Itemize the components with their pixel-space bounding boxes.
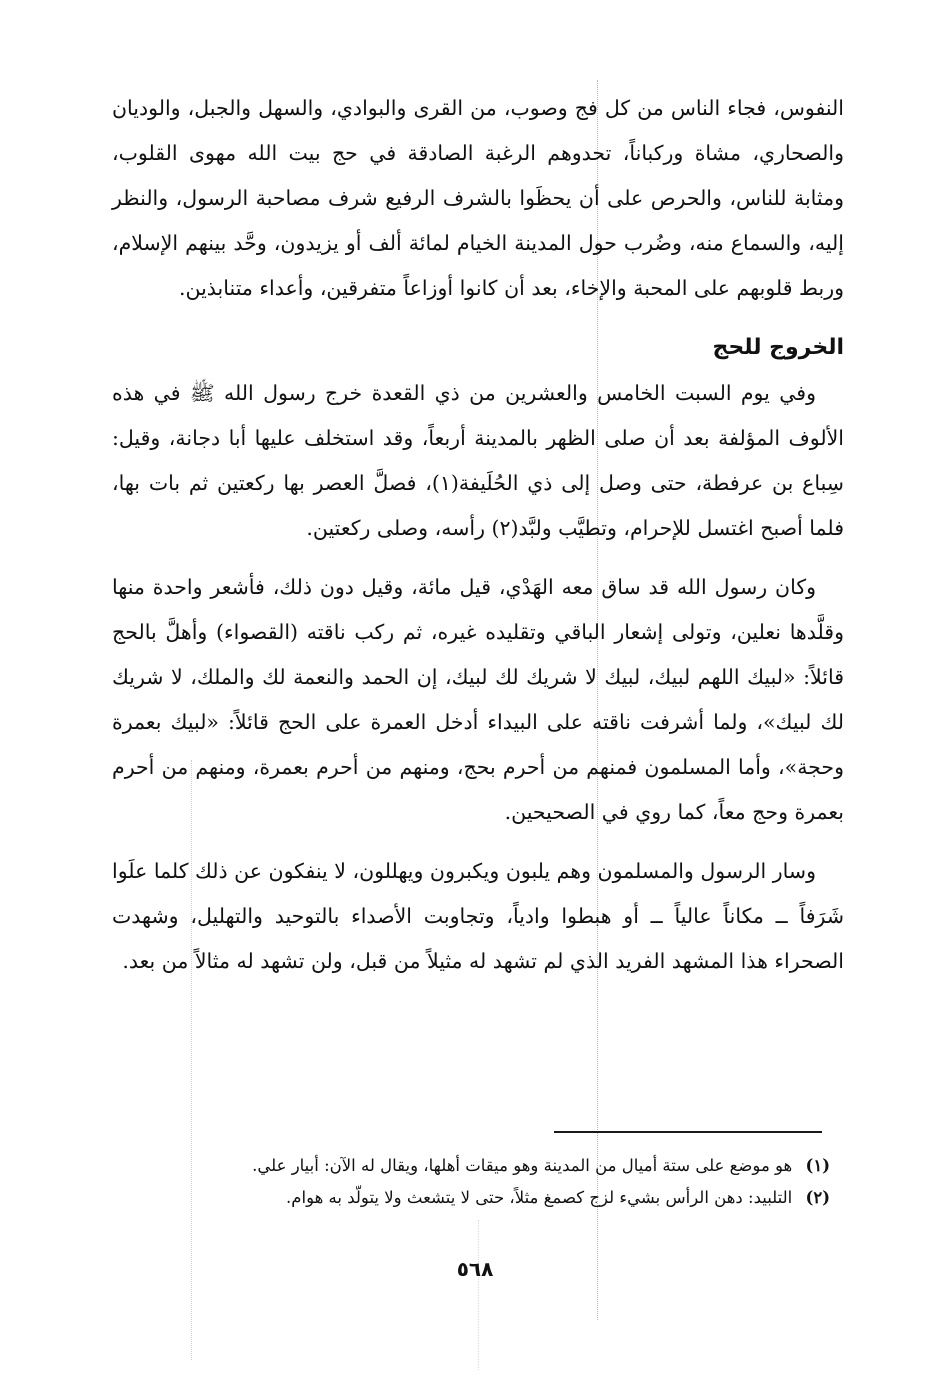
paragraph-4: وسار الرسول والمسلمون وهم يلبون ويكبرون ويهللون، لا ينفكون عن ذلك كلما علَوا شَرَفاً ــ مكاناً عالياً ــ أو هبطوا وادياً، وتجاوبت الأصداء بالتوحيد والتهليل، وشهدت الصحراء هذا المشهد الفريد الذي لم تشهد له مثيلاً من قبل، ولن تشهد له مثالاً من بعد. bbox=[112, 859, 844, 973]
paragraph-gap bbox=[112, 551, 844, 565]
paragraph-3: وكان رسول الله قد ساق معه الهَدْي، قيل مائة، وقيل دون ذلك، فأشعر واحدة منها وقلَّدها نعلين، وتولى إشعار الباقي وتقليده غيره، ثم ركب ناقته (القصواء) وأهلَّ بالحج قائلاً: «لبيك اللهم لبيك، لبيك لا شريك لك لبيك، إن الحمد والنعمة لك والملك، لا شريك لك لبيك»، ولما أشرفت ناقته على البيداء أدخل العمرة على الحج قائلاً: «لبيك بعمرة وحجة»، وأما المسلمون فمنهم من أحرم بحج، ومنهم من أحرم بعمرة، ومنهم من أحرم بعمرة وحج معاً، كما روي في الصحيحين. bbox=[112, 575, 844, 824]
footnote-marker: (٢) bbox=[805, 1188, 830, 1207]
page-number: ٥٦٨ bbox=[456, 1257, 494, 1281]
section-heading: الخروج للحج bbox=[712, 335, 844, 360]
scan-fold-line bbox=[478, 1220, 479, 1370]
main-text bbox=[112, 86, 844, 984]
paragraph-gap bbox=[112, 311, 844, 325]
footnote-text: التلبيد: دهن الرأس بشيء لزج كصمغ مثلاً، حتى لا يتشعث ولا يتولّد به هوام. bbox=[286, 1188, 793, 1207]
footnotes bbox=[140, 1150, 830, 1214]
paragraph-2: وفي يوم السبت الخامس والعشرين من ذي القعدة خرج رسول الله ﷺ في هذه الألوف المؤلفة بعد أن صلى الظهر بالمدينة أربعاً، وقد استخلف عليها أبا دجانة، وقيل: سِباع بن عرفطة، حتى وصل إلى ذي الحُلَيفة(١)، فصلَّ العصر بها ركعتين ثم بات بها، فلما أصبح اغتسل للإحرام، وتطيَّب ولبَّد(٢) رأسه، وصلى ركعتين. bbox=[112, 381, 844, 540]
footnote-2 bbox=[140, 1182, 830, 1214]
footnote-1 bbox=[140, 1150, 830, 1182]
footnote-marker: (١) bbox=[805, 1156, 830, 1175]
footnote-separator bbox=[554, 1131, 822, 1133]
paragraph-1: النفوس، فجاء الناس من كل فج وصوب، من القرى والبوادي، والسهل والجبل، والوديان والصحاري، مشاة وركباناً، تحدوهم الرغبة الصادقة في حج بيت الله مهوى القلوب، ومثابة للناس، والحرص على أن يحظَوا بالشرف الرفيع شرف مصاحبة الرسول، والنظر إليه، والسماع منه، وضُرب حول المدينة الخيام لمائة ألف أو يزيدون، وحَّد بينهم الإسلام، وربط قلوبهم على المحبة والإخاء، بعد أن كانوا أوزاعاً متفرقين، وأعداء متنابذين. bbox=[112, 96, 844, 300]
paragraph-gap bbox=[112, 835, 844, 849]
footnote-text: هو موضع على ستة أميال من المدينة وهو ميقات أهلها، ويقال له الآن: أبيار علي. bbox=[252, 1156, 793, 1175]
